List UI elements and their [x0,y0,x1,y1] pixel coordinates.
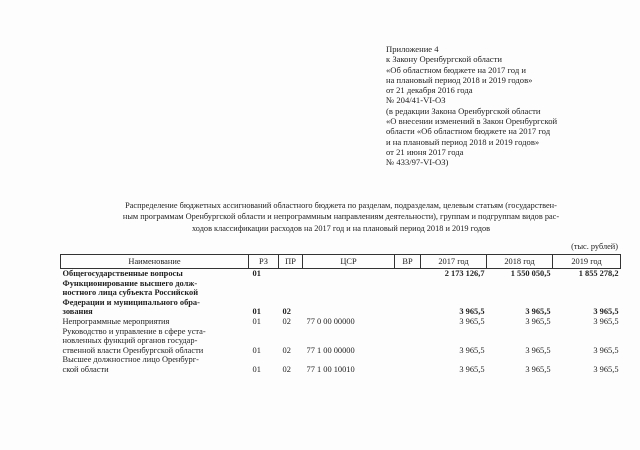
table-row [61,355,621,374]
cell-y2018: 3 965,5 [525,345,551,355]
cell-rz: 01 [252,316,261,326]
cell-pr: 02 [282,345,291,355]
row-name [61,327,249,356]
appendix-line: № 433/97-VI-ОЗ) [386,157,449,168]
cell-y2019: 3 965,5 [593,345,619,355]
table-row [61,279,621,317]
cell-y2019: 1 855 278,2 [578,269,619,278]
cell-y2018: 3 965,5 [525,364,551,374]
header-name: Наименование [61,255,249,269]
appendix-line: на плановый период 2018 и 2019 годов» [386,74,533,85]
table-row [61,317,621,327]
appendix-line: № 204/41-VI-ОЗ [386,95,446,106]
cell-vr [395,355,421,374]
table-body [61,269,621,375]
row-name-line: ской области [62,364,109,374]
budget-table [60,254,621,375]
appendix-line: и на плановый период 2018 и 2019 годов» [386,136,540,147]
cell-csr [303,269,395,279]
cell-pr: 02 [282,307,291,317]
cell-vr [395,327,421,356]
cell-y2018: 3 965,5 [525,307,551,317]
header-rz: РЗ [249,255,279,269]
table-header-row [61,255,621,269]
table-row [61,269,621,279]
row-name [61,355,249,374]
header-csr: ЦСР [303,255,395,269]
appendix-line: «Об областном бюджете на 2017 год и [386,64,526,75]
row-name [61,269,249,279]
cell-y2019: 3 965,5 [593,307,619,317]
appendix-line: к Закону Оренбургской области [386,54,502,65]
appendix-line: от 21 декабря 2016 года [386,85,473,96]
header-2019: 2019 год [553,255,621,269]
appendix-line: «О внесении изменений в Закон Оренбургской [386,116,558,127]
cell-y2018: 1 550 050,5 [510,269,551,278]
cell-rz: 01 [252,307,261,317]
row-name-line: Высшее должностное лицо Оренбург- [62,355,199,365]
cell-y2019: 3 965,5 [593,364,619,374]
row-name-line: зования [62,307,93,317]
cell-y2017: 2 173 126,7 [444,269,485,278]
cell-y2017: 3 965,5 [459,316,485,326]
cell-y2018: 3 965,5 [525,316,551,326]
row-name-line: Руководство и управление в сфере уста- [62,326,206,336]
cell-csr: 77 1 00 00000 [306,345,355,355]
cell-vr [395,269,421,279]
cell-y2017: 3 965,5 [459,345,485,355]
cell-pr: 02 [282,316,291,326]
cell-vr [395,279,421,317]
cell-csr: 77 0 00 00000 [306,316,355,326]
cell-y2017: 3 965,5 [459,307,485,317]
appendix-note [386,44,626,168]
header-2018: 2018 год [487,255,553,269]
appendix-line: Приложение 4 [386,44,439,54]
cell-y2019: 3 965,5 [593,316,619,326]
cell-pr: 02 [282,364,291,374]
cell-y2017: 3 965,5 [459,364,485,374]
cell-rz: 01 [252,269,261,278]
cell-csr: 77 1 00 10010 [306,364,355,374]
table-row [61,327,621,356]
row-name-line: Общегосударственные вопросы [62,269,183,278]
row-name-line: ностного лица субъекта Российской [62,288,199,298]
appendix-line: от 21 июня 2017 года [386,146,464,157]
appendix-line: (в редакции Закона Оренбургской области [386,105,541,116]
header-2017: 2017 год [421,255,487,269]
header-vr: ВР [395,255,421,269]
heading-line: ным программам Оренбургской области и непрограммным направлениям деятельности), группам и подгруппам видов рас- [122,212,560,222]
heading-line: ходов классификации расходов на 2017 год и на плановый период 2018 и 2019 годов [191,223,491,233]
row-name-line: ственной власти Оренбургской области [62,345,204,355]
appendix-line: области «Об областном бюджете на 2017 год [386,126,551,137]
cell-csr [303,279,395,317]
row-name-line: Федерации и муниципального обра- [62,297,200,307]
document-heading [56,200,626,234]
cell-rz: 01 [252,345,261,355]
heading-line: Распределение бюджетных ассигнований областного бюджета по разделам, подразделам, целевым статьям (государствен- [125,201,557,210]
header-pr: ПР [279,255,303,269]
units-label: (тыс. рублей) [571,242,618,251]
cell-vr [395,317,421,327]
cell-rz: 01 [252,364,261,374]
row-name-line: новленных функций органов государ- [62,336,198,346]
row-name [61,317,249,327]
cell-pr [279,269,303,279]
row-name [61,279,249,317]
row-name-line: Непрограммные мероприятия [62,316,170,326]
row-name-line: Функционирование высшего долж- [62,278,198,288]
